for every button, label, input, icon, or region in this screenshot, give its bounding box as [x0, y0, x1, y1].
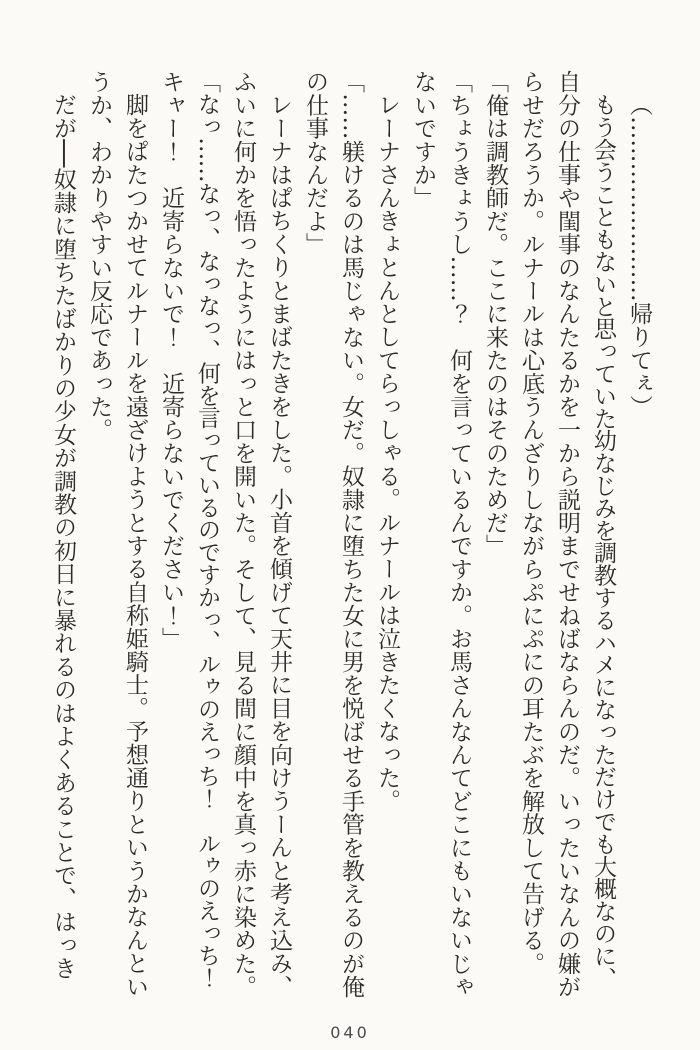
page-number: 040	[330, 1023, 370, 1042]
text-line: うか、わかりやすい反応であった。	[86, 70, 112, 442]
text-line: 「……躾けるのは馬じゃない。女だ。奴隷に堕ちた女に男を悦ばせる手管を教えるのが俺	[338, 70, 364, 998]
text-line: （……………………帰りてぇ）	[626, 93, 652, 418]
text-line: 「ちょうきょうし……？ 何を言っているんですか。お馬さんなんてどこにもいないじゃ	[446, 70, 472, 998]
text-line: レーナはぱちくりとまばたきをした。小首を傾げて天井に目を向けうーんと考え込み、	[266, 93, 292, 998]
text-line: キャー！ 近寄らないで！ 近寄らないでください！」	[158, 70, 184, 650]
text-line: らせだろうか。ルナールは心底うんざりしながらぷにぷにの耳たぶを解放して告げる。	[518, 70, 544, 975]
text-line: もう会うこともないと思っていた幼なじみを調教するハメになっただけでも大概なのに、	[590, 93, 616, 990]
text-line: 「俺は調教師だ。ここに来たのはそのためだ」	[482, 70, 508, 558]
text-line: 「なっ……なっ、なっなっ、何を言っているのですかっ、ルゥのえっち！ ルゥのえっち！	[194, 70, 220, 989]
text-line: ないですか」	[410, 70, 436, 210]
text-line: ふいに何かを悟ったようにはっと口を開いた。そして、見る間に顔中を真っ赤に染めた。	[230, 70, 256, 998]
text-line: 脚をぱたつかせてルナールを遠ざけようとする自称姫騎士。予想通りというかなんとい	[122, 93, 148, 998]
text-line: レーナさんきょとんとしてらっしゃる。ルナールは泣きたくなった。	[374, 93, 400, 813]
text-line: 自分の仕事や閨事のなんたるかを一から説明までせねばならんのだ。いったいなんの嫌が	[554, 70, 580, 998]
text-line: だが──奴隷に堕ちたばかりの少女が調教の初日に暴れるのはよくあることで、はっき	[50, 93, 76, 980]
text-line: の仕事なんだよ」	[302, 70, 328, 256]
text-area	[45, 70, 657, 998]
